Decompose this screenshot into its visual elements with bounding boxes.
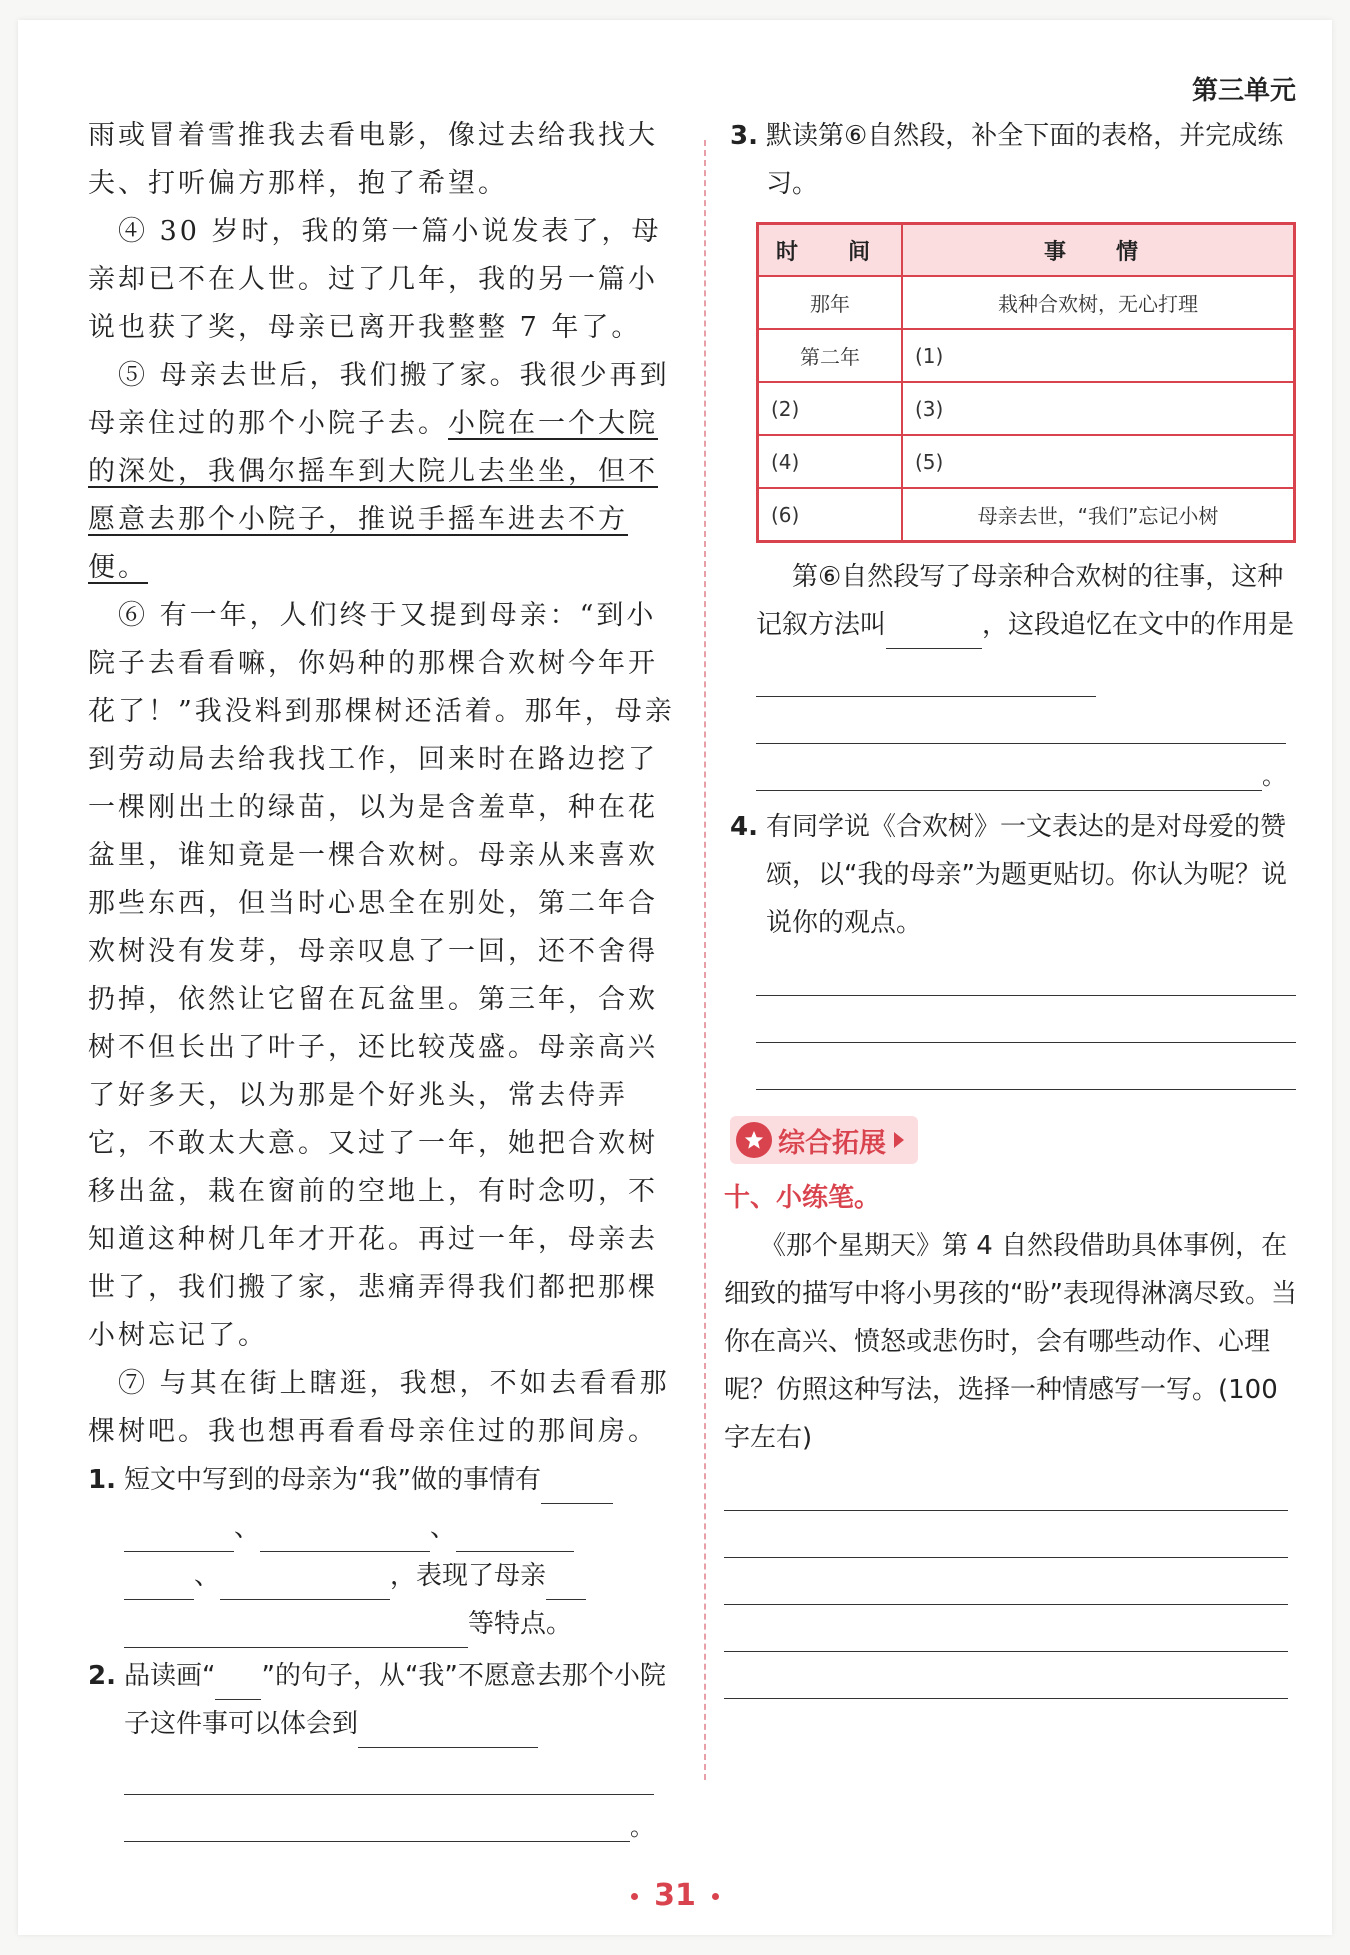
question-1 [88,1456,684,1648]
writing-line[interactable] [724,1464,1288,1511]
table-row [758,329,1295,382]
events-table [756,222,1296,543]
separator: 、 [430,1513,457,1543]
question-1-mid: ，表现了母亲 [390,1561,547,1591]
answer-line[interactable] [124,1795,630,1842]
answer-blank[interactable] [215,1669,261,1700]
writing-line[interactable] [724,1558,1288,1605]
writing-line[interactable] [724,1511,1288,1558]
table-cell-event: 母亲去世，“我们”忘记小树 [902,488,1295,542]
question-3 [730,112,1300,208]
answer-blank[interactable] [124,1569,194,1600]
writing-lines [724,1464,1288,1699]
question-1-prompt: 短文中写到的母亲为“我”做的事情有 [124,1465,541,1495]
column-divider [704,140,706,1780]
section-10-title: 十、小练笔。 [724,1183,881,1213]
paragraph-5 [88,352,684,592]
table-row [758,276,1295,329]
question-number: 2. [88,1661,116,1691]
answer-line[interactable] [756,996,1296,1043]
answer-blank[interactable] [260,1521,430,1552]
table-cell-time[interactable]: (6) [758,488,903,542]
question-4-lines [756,949,1296,1090]
answer-blank[interactable] [358,1717,538,1748]
table-cell-time: 第二年 [758,329,903,382]
answer-line[interactable] [756,949,1296,996]
paragraph-6: ⑥ 有一年，人们终于又提到母亲：“到小院子去看看嘛，你妈种的那棵合欢树今年开花了！”我没料到那棵树还活着。那年，母亲到劳动局去给我找工作，回来时在路边挖了一棵刚出土的绿苗，以为是含羞草，种在花盆里，谁知竟是一棵合欢树。母亲从来喜欢那些东西，但当时心思全在别处，第二年合欢树没有发芽，母亲叹息了一回，还不舍得扔掉，依然让它留在瓦盆里。第三年，合欢树不但长出了叶子，还比较茂盛。母亲高兴了好多天，以为那是个好兆头，常去侍弄它，不敢太大意。又过了一年，她把合欢树移出盆，栽在窗前的空地上，有时念叨，不知道这种树几年才开花。再过一年，母亲去世了，我们搬了家，悲痛弄得我们都把那棵小树忘记了。 [88,600,675,1351]
question-3-lines [756,697,1286,791]
paragraph-4: ④ 30 岁时，我的第一篇小说发表了，母亲却已不在人世。过了几年，我的另一篇小说也获了奖，母亲已离开我整整 7 年了。 [88,216,662,343]
separator: 、 [194,1561,221,1591]
question-2 [88,1652,684,1748]
paragraph-5-text: ⑤ 母亲去世后，我们搬了家。我很少再到母亲住过的那个小院子去。 [88,360,670,439]
answer-blank[interactable] [886,618,982,649]
table-row [758,382,1295,435]
unit-header: 第三单元 [1191,76,1296,106]
question-3-prompt: 默读第⑥自然段，补全下面的表格，并完成练习。 [766,121,1284,199]
question-4-prompt: 有同学说《合欢树》一文表达的是对母爱的赞颂，以“我的母亲”为题更贴切。你认为呢？说说你的观点。 [766,812,1287,938]
question-number: 4. [730,812,758,842]
paragraph-7: ⑦ 与其在街上瞎逛，我想，不如去看看那棵树吧。我也想再看看母亲住过的那间房。 [88,1368,670,1447]
question-number: 3. [730,121,758,151]
table-header-event: 事 情 [902,224,1295,277]
period: 。 [1262,762,1286,790]
followup-text-a: 第⑥自然段写了母亲种合欢树的往事，这种记叙方法叫 [756,562,1284,640]
paragraph-continued: 雨或冒着雪推我去看电影，像过去给我找大夫、打听偏方那样，抱了希望。 [88,120,658,199]
star-icon [736,1122,772,1158]
answer-blank[interactable] [546,1569,586,1600]
table-header-time: 时 间 [758,224,903,277]
question-2-prompt-a: 品读画“ [124,1661,216,1691]
banner-title: 综合拓展 [778,1127,886,1159]
table-cell-event: 栽种合欢树，无心打理 [902,276,1295,329]
writing-line[interactable] [724,1605,1288,1652]
question-2-prompt-b: ”的句子，从“我”不愿意去那个小院子这件事可以体会到 [124,1661,666,1739]
writing-line[interactable] [724,1652,1288,1699]
table-cell-event[interactable]: (1) [902,329,1295,382]
table-row [758,435,1295,488]
answer-line[interactable] [124,1748,654,1795]
followup-text-b: ，这段追忆在文中的作用是 [982,610,1295,640]
right-column [724,112,1300,1699]
question-1-end: 等特点。 [468,1609,573,1639]
answer-line[interactable] [756,1043,1296,1090]
page-number-text: 31 [654,1878,696,1913]
page-number [18,1878,1332,1913]
table-cell-time[interactable]: (2) [758,382,903,435]
answer-blank[interactable] [124,1617,468,1648]
table-body [758,276,1295,542]
table-row [758,488,1295,542]
arrow-icon [894,1132,904,1148]
question-3-followup [730,553,1300,697]
table-cell-time[interactable]: (4) [758,435,903,488]
answer-blank[interactable] [456,1521,574,1552]
table-header-row [758,224,1295,277]
answer-line-last [124,1795,654,1842]
answer-blank[interactable] [541,1473,613,1504]
bullet-dot [631,1893,638,1900]
answer-line-last [756,744,1286,791]
question-2-lines [124,1748,654,1842]
table-cell-time: 那年 [758,276,903,329]
separator: 、 [234,1513,261,1543]
answer-blank[interactable] [756,666,1096,697]
workbook-page [18,20,1332,1935]
section-banner [730,1116,918,1164]
answer-line[interactable] [756,697,1286,744]
question-number: 1. [88,1465,116,1495]
underlined-sentence: 小院在一个大院的深处，我偶尔摇车到大院儿去坐坐，但不愿意去那个小院子，推说手摇车进去不方便。 [88,408,658,583]
period: 。 [630,1813,654,1841]
answer-line[interactable] [756,744,1262,791]
question-4 [730,803,1300,947]
bullet-dot [712,1893,719,1900]
section-10-prompt: 《那个星期天》第 4 自然段借助具体事例，在细致的描写中将小男孩的“盼”表现得淋漓尽致。当你在高兴、愤怒或悲伤时，会有哪些动作、心理呢？仿照这种写法，选择一种情感写一写。(100 字左右) [724,1231,1297,1453]
table-cell-event[interactable]: (5) [902,435,1295,488]
left-column [88,112,684,1842]
answer-blank[interactable] [220,1569,390,1600]
answer-blank[interactable] [124,1521,234,1552]
table-cell-event[interactable]: (3) [902,382,1295,435]
